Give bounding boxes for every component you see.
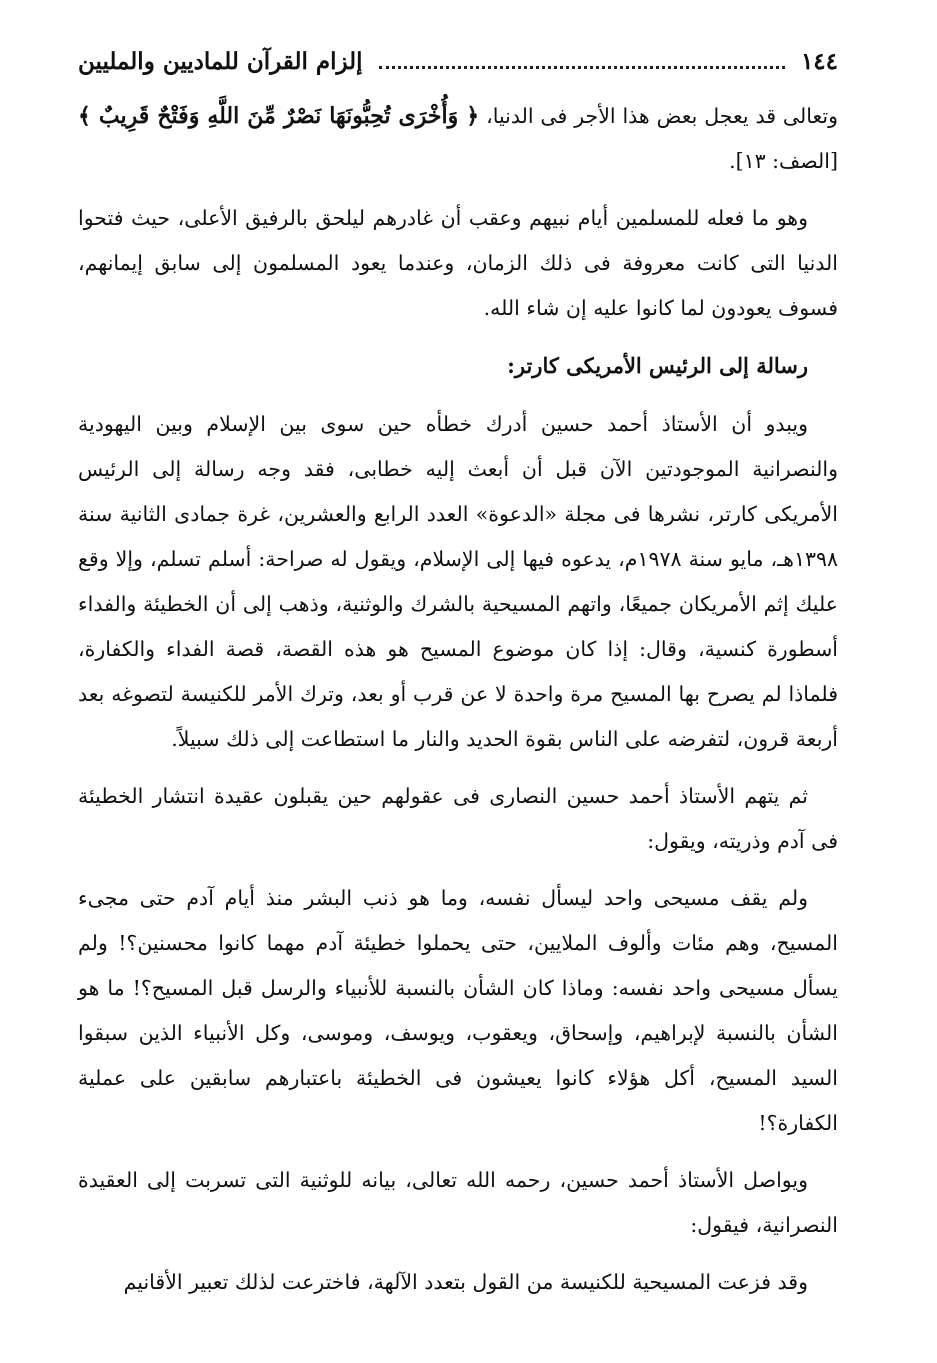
verse-citation: [الصف: ١٣]. [729,149,838,173]
quran-verse: ﴿ وَأُخْرَى تُحِبُّونَهَا نَصْرٌ مِّنَ اللَّهِ وَفَتْحٌ قَرِيبٌ ﴾ [78,103,480,129]
paragraph-quran-verse [78,94,838,184]
paragraph-text: ويواصل الأستاذ أحمد حسين، رحمه الله تعالى، بيانه للوثنية التى تسربت إلى العقيدة النصرانية، فيقول: [78,1168,838,1237]
quoted-paragraph [78,876,838,1146]
running-header [78,48,838,94]
header-dotted-leader [379,65,785,69]
paragraph-text: وهو ما فعله للمسلمين أيام نبيهم وعقب أن غادرهم ليلحق بالرفيق الأعلى، حيث فتحوا الدنيا التى كانت معروفة فى ذلك الزمان، وعندما يعود المسلمون إلى سابق إيمانهم، فسوف يعودون لما كانوا عليه إن شاء الله. [78,206,838,320]
section-heading: رسالة إلى الرئيس الأمريكى كارتر: [507,353,808,378]
paragraph-text: ولم يقف مسيحى واحد ليسأل نفسه، وما هو ذنب البشر منذ أيام آدم حتى مجىء المسيح، وهم مئات وألوف الملايين، حتى يحملوا خطيئة آدم مهما كانوا محسنين؟! ولم يسأل مسيحى واحد نفسه: وماذا كان الشأن بالنسبة للأنبياء والرسل قبل المسيح؟! ما هو الشأن بالنسبة لإبراهيم، وإسحاق، ويعقوب، ويوسف، وموسى، وكل الأنبياء الذين سبقوا السيد المسيح، أكل هؤلاء كانوا يعيشون فى الخطيئة باعتبارهم سابقين على عملية الكفارة؟! [78,886,838,1135]
paragraph [78,774,838,864]
paragraph [78,1158,838,1248]
paragraph-text: ثم يتهم الأستاذ أحمد حسين النصارى فى عقولهم حين يقبلون عقيدة انتشار الخطيئة فى آدم وذريته، ويقول: [78,784,838,853]
book-title: إلزام القرآن للماديين والمليين [78,48,363,75]
paragraph [78,196,838,331]
page-number: ١٤٤ [800,48,838,75]
quoted-paragraph [78,1260,838,1305]
paragraph-text: وتعالى قد يعجل بعض هذا الأجر فى الدنيا، [479,104,839,128]
book-page [78,48,838,1317]
paragraph [78,402,838,762]
paragraph-text: وقد فزعت المسيحية للكنيسة من القول بتعدد الآلهة، فاخترعت لذلك تعبير الأقانيم [123,1270,808,1294]
paragraph-text: ويبدو أن الأستاذ أحمد حسين أدرك خطأه حين سوى بين الإسلام وبين اليهودية والنصرانية الموجودتين الآن قبل أن أبعث إليه خطابى، فقد وجه رسالة إلى الرئيس الأمريكى كارتر، نشرها فى مجلة «الدعوة» العدد الرابع والعشرين، غرة جمادى الثانية سنة ١٣٩٨هـ، مايو سنة ١٩٧٨م، يدعوه فيها إلى الإسلام، ويقول له صراحة: أسلم تسلم، وإلا وقع عليك إثم الأمريكان جميعًا، واتهم المسيحية بالشرك والوثنية، وذهب إلى أن الخطيئة والفداء أسطورة كنسية، وقال: إذا كان موضوع المسيح هو هذه القصة، قصة الفداء والكفارة، فلماذا لم يصرح بها المسيح مرة واحدة لا عن قرب أو بعد، وترك الأمر للكنيسة لتصوغه بعد أربعة قرون، لتفرضه على الناس بقوة الحديد والنار ما استطاعت إلى ذلك سبيلاً. [78,412,838,751]
